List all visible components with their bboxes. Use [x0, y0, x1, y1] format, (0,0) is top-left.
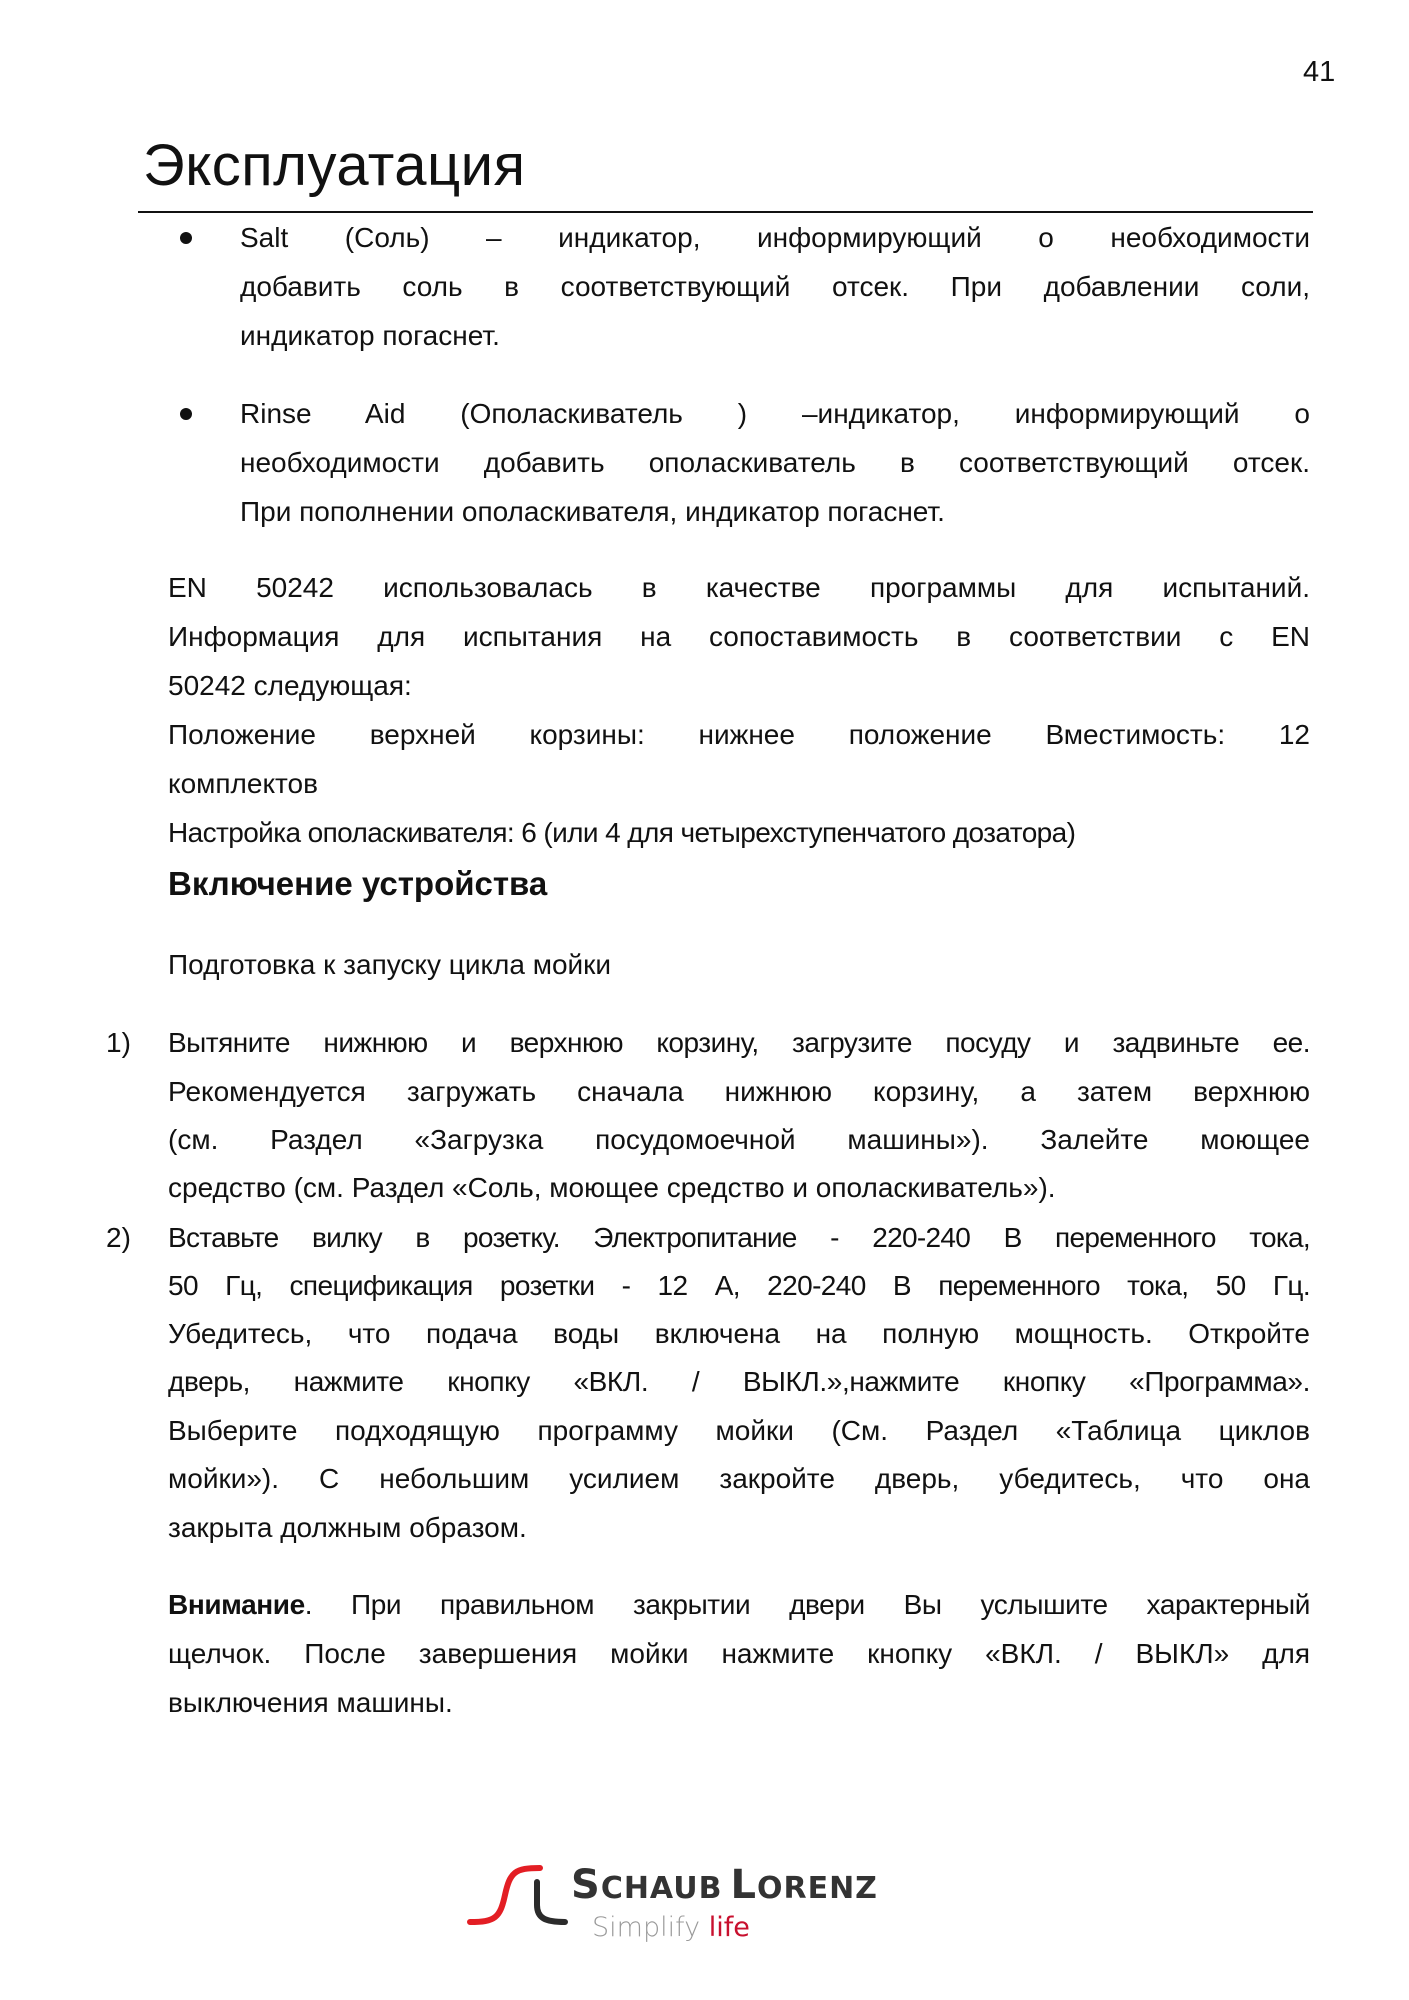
brand-logo — [465, 1860, 915, 1955]
text-line: При пополнении ополаскивателя, индикатор погаснет. — [240, 496, 945, 527]
text-line: Убедитесь, что подача воды включена на полную мощность. Откройте — [168, 1318, 1310, 1349]
text-line: Вставьте вилку в розетку. Электропитание - 220-240 В переменного тока, — [168, 1222, 1310, 1253]
text-line: Rinse Aid (Ополаскиватель ) –индикатор, информирующий о — [240, 398, 1310, 429]
text-line: средство (см. Раздел «Соль, моющее средство и ополаскиватель»). — [168, 1172, 1056, 1203]
text-line: Salt (Соль) – индикатор, информирующий о необходимости — [240, 222, 1310, 253]
text-line: Настройка ополаскивателя: 6 (или 4 для четырехступенчатого дозатора) — [168, 817, 1076, 848]
brand-name: SCHAUB LORENZ — [571, 1862, 878, 1908]
text-line: 50242 следующая: — [168, 670, 412, 701]
text-line: Рекомендуется загружать сначала нижнюю корзину, а затем верхнюю — [168, 1076, 1310, 1107]
text-line: Выберите подходящую программу мойки (См. Раздел «Таблица циклов — [168, 1415, 1310, 1446]
attention-text: . При правильном закрытии двери Вы услышите характерный — [304, 1589, 1310, 1620]
text-line: дверь, нажмите кнопку «ВКЛ. / ВЫКЛ.»,нажмите кнопку «Программа». — [168, 1366, 1310, 1397]
text-line: Положение верхней корзины: нижнее положение Вместимость: 12 — [168, 719, 1310, 750]
text-line: Вытяните нижнюю и верхнюю корзину, загрузите посуду и задвиньте ее. — [168, 1027, 1310, 1058]
text-line — [168, 1588, 1310, 1622]
text-line: комплектов — [168, 768, 318, 799]
text-line: выключения машины. — [168, 1687, 453, 1718]
text-line: необходимости добавить ополаскиватель в соответствующий отсек. — [240, 447, 1310, 478]
attention-label: Внимание — [168, 1589, 305, 1620]
text-line: Информация для испытания на сопоставимость в соответствии с EN — [168, 621, 1310, 652]
text-line: мойки»). С небольшим усилием закройте дверь, убедитесь, что она — [168, 1463, 1310, 1494]
section-heading: Включение устройства — [168, 865, 548, 902]
step-number: 2) — [106, 1222, 131, 1253]
title-divider — [138, 211, 1313, 213]
bullet-icon — [180, 232, 192, 244]
text-line: EN 50242 использовалась в качестве программы для испытаний. — [168, 572, 1310, 603]
text-line: индикатор погаснет. — [240, 320, 500, 351]
text-line: добавить соль в соответствующий отсек. При добавлении соли, — [240, 271, 1310, 302]
bullet-icon — [180, 408, 192, 420]
page-number: 41 — [1303, 56, 1336, 88]
brand-mark-icon — [465, 1860, 575, 1930]
brand-tagline: Simplify life — [592, 1912, 750, 1943]
text-line: (см. Раздел «Загрузка посудомоечной машины»). Залейте моющее — [168, 1124, 1310, 1155]
text-line: щелчок. После завершения мойки нажмите кнопку «ВКЛ. / ВЫКЛ» для — [168, 1638, 1310, 1669]
step-number: 1) — [106, 1027, 131, 1058]
section-subtitle: Подготовка к запуску цикла мойки — [168, 949, 612, 980]
text-line: 50 Гц, спецификация розетки - 12 А, 220-240 В переменного тока, 50 Гц. — [168, 1270, 1310, 1301]
text-line: закрыта должным образом. — [168, 1512, 527, 1543]
page-title: Эксплуатация — [143, 133, 526, 198]
